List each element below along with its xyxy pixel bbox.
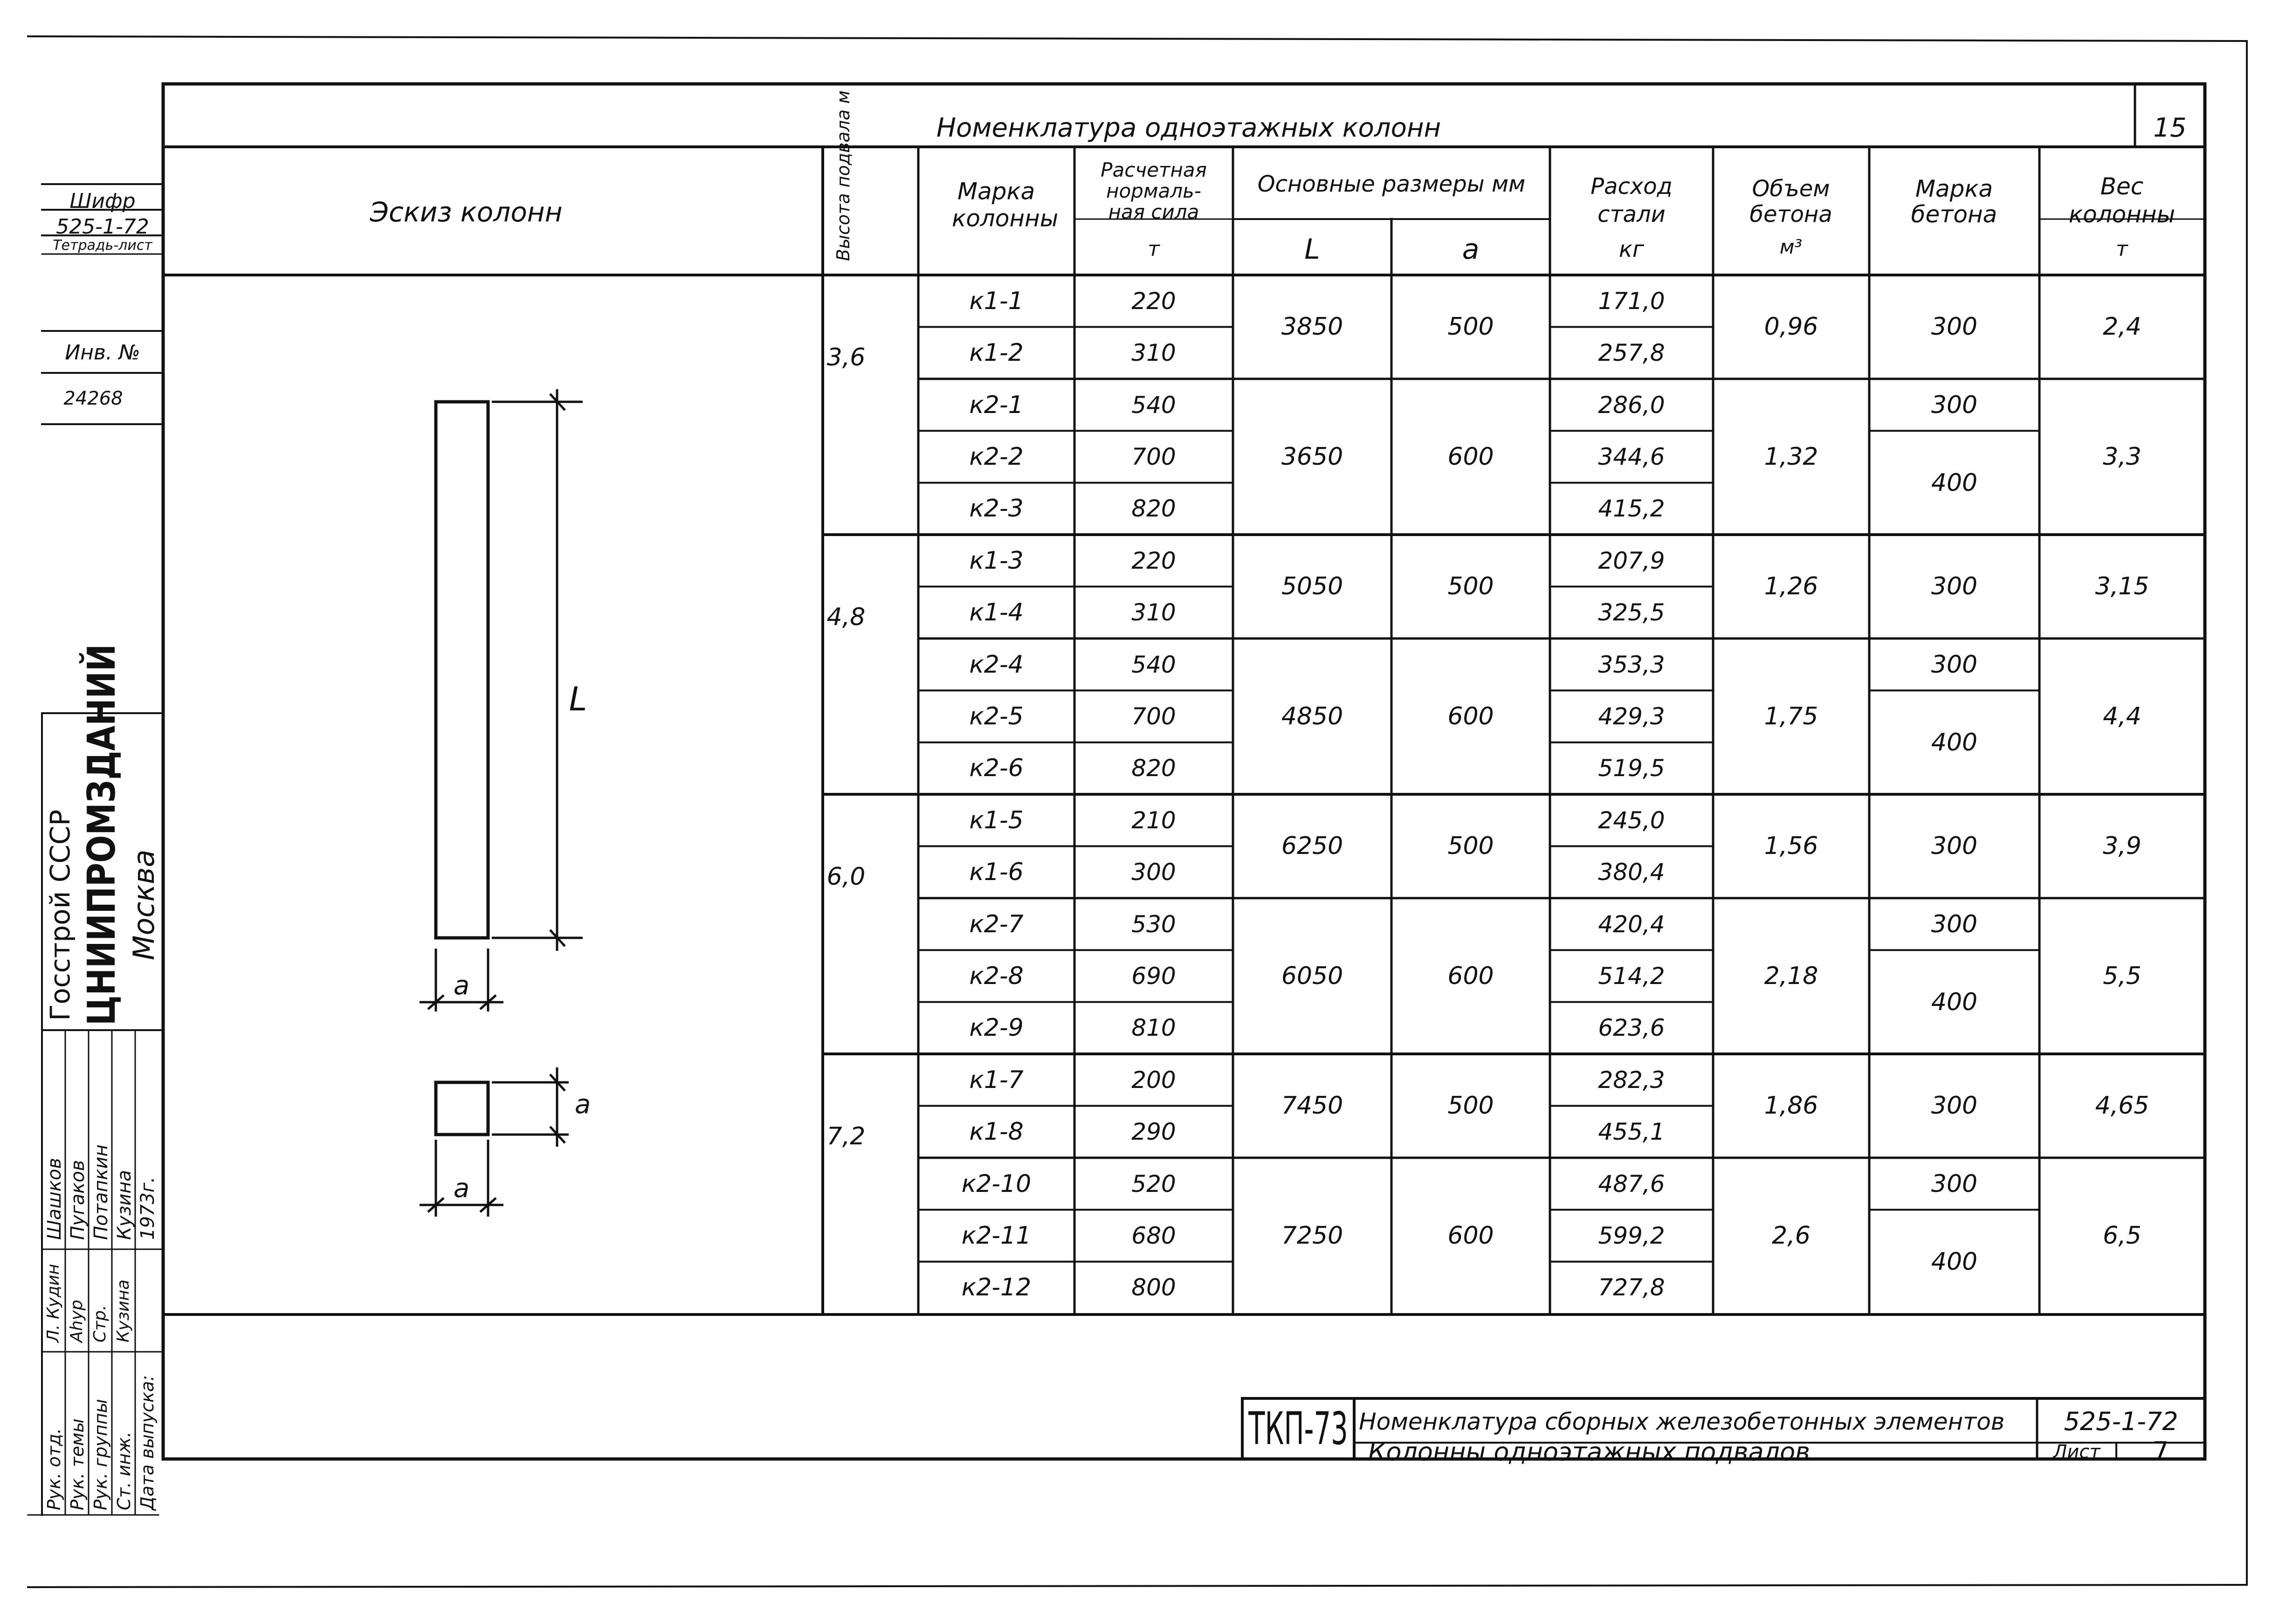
table-cell-concrete: 300 [1931, 391, 1978, 419]
signature-role: Рук. темы [67, 1418, 88, 1510]
header-steel-3: кг [1618, 236, 1645, 262]
table-cell-steel: 245,0 [1598, 806, 1665, 834]
table-cell-length: 3850 [1281, 313, 1343, 341]
table-cell-mark: к2-11 [961, 1221, 1032, 1250]
table-cell-force: 540 [1131, 651, 1176, 678]
table-cell-section: 500 [1447, 832, 1494, 860]
header-weight-2: колонны [2068, 201, 2176, 228]
tetrad-label: Тетрадь-лист [53, 237, 152, 254]
table-cell-mark: к2-6 [969, 754, 1024, 783]
table-cell-steel: 286,0 [1598, 391, 1665, 419]
column-section-sketch [420, 1067, 569, 1217]
header-force-1: Расчетная [1101, 158, 1207, 181]
table-cell-force: 220 [1131, 287, 1176, 315]
table-cell-concrete: 300 [1931, 910, 1978, 938]
signature-name: Потапкин [90, 1144, 112, 1240]
table-cell-steel: 257,8 [1598, 339, 1665, 367]
sketch-label-a-elevation: a [453, 970, 470, 1001]
header-steel-2: стали [1597, 201, 1666, 227]
table-cell-steel: 514,2 [1598, 962, 1665, 990]
table-cell-force: 680 [1131, 1222, 1176, 1249]
table-cell-force: 540 [1131, 391, 1176, 419]
signature-handwriting: Ahyp [67, 1300, 86, 1342]
signature-name: 1973г. [137, 1177, 158, 1240]
table-cell-concrete: 300 [1931, 832, 1978, 860]
sketch-label-a-section-bottom: a [453, 1173, 470, 1204]
table-cell-section: 600 [1447, 1221, 1494, 1250]
table-cell-weight: 5,5 [2103, 962, 2141, 990]
table-cell-concrete: 300 [1931, 1170, 1978, 1198]
table-cell-steel: 353,3 [1598, 651, 1665, 678]
header-dimensions: Основные размеры мм [1257, 171, 1526, 197]
table-cell-concrete: 400 [1931, 468, 1978, 497]
header-volume-1: Объем [1752, 176, 1830, 202]
table-cell-force: 690 [1131, 962, 1176, 990]
table-cell-force: 520 [1131, 1170, 1176, 1197]
signature-name: Кузина [114, 1170, 135, 1240]
table-cell-length: 5050 [1281, 572, 1343, 601]
sheet-number: 15 [2153, 113, 2187, 143]
table-cell-concrete: 400 [1931, 1247, 1978, 1276]
sketch-label-a-section-side: a [574, 1089, 591, 1120]
stamp-line1: Номенклатура сборных железобетонных элементов [1359, 1408, 2005, 1435]
table-cell-section: 500 [1447, 1092, 1494, 1120]
table-cell-weight: 4,65 [2095, 1092, 2149, 1120]
table-cell-force: 800 [1131, 1274, 1176, 1301]
table-cell-force: 300 [1131, 859, 1176, 886]
signature-handwriting: Стр. [90, 1305, 110, 1342]
table-cell-length: 4850 [1281, 702, 1343, 730]
table-cell-steel: 727,8 [1598, 1274, 1665, 1301]
stamp-series-code: ТКП-73 [1248, 1403, 1348, 1455]
table-cell-steel: 380,4 [1598, 859, 1665, 886]
table-cell-mark: к2-4 [969, 650, 1024, 679]
table-cell-mark: к2-1 [969, 391, 1024, 419]
table-cell-volume: 0,96 [1764, 313, 1818, 341]
table-cell-mark: к2-2 [969, 442, 1024, 471]
header-weight-3: т [2116, 237, 2128, 261]
signature-role: Рук. группы [90, 1399, 111, 1510]
table-cell-mark: к1-1 [969, 287, 1024, 315]
header-volume-3: м³ [1779, 235, 1803, 258]
table-cell-steel: 282,3 [1598, 1066, 1665, 1094]
signature-role: Рук. отд. [44, 1428, 64, 1510]
table-cell-steel: 325,5 [1598, 599, 1665, 626]
table-cell-mark: к1-5 [969, 806, 1024, 834]
org-name: ЦНИИПРОМЗДАНИЙ [80, 644, 124, 1025]
table-cell-mark: к2-3 [969, 495, 1024, 523]
column-elevation-sketch [420, 389, 583, 1012]
table-cell-steel: 207,9 [1598, 547, 1665, 574]
table-cell-volume: 1,86 [1764, 1092, 1818, 1120]
table-cell-steel: 420,4 [1598, 910, 1665, 938]
table-cell-concrete: 400 [1931, 988, 1978, 1016]
table-cell-concrete: 300 [1931, 313, 1978, 341]
table-cell-section: 600 [1447, 962, 1494, 990]
inv-value: 24268 [63, 388, 123, 409]
header-a: a [1462, 233, 1480, 266]
table-cell-height: 4,8 [826, 603, 866, 632]
table-cell-length: 3650 [1281, 442, 1343, 471]
table-cell-force: 820 [1131, 755, 1176, 782]
table-cell-mark: к2-12 [961, 1273, 1032, 1302]
table-cell-concrete: 400 [1931, 728, 1978, 757]
table-cell-length: 6050 [1281, 962, 1343, 990]
table-cell-mark: к1-7 [969, 1066, 1024, 1094]
header-L: L [1304, 233, 1320, 266]
table-cell-concrete: 300 [1931, 1092, 1978, 1120]
table-cell-force: 530 [1131, 910, 1176, 938]
table-cell-concrete: 300 [1931, 572, 1978, 601]
table-cell-section: 600 [1447, 702, 1494, 730]
table-cell-mark: к2-10 [961, 1170, 1032, 1198]
header-steel-1: Расход [1590, 173, 1673, 200]
org-city: Москва [127, 849, 161, 960]
table-cell-volume: 2,18 [1764, 962, 1818, 990]
table-cell-volume: 1,32 [1764, 442, 1818, 471]
org-gosstroy: Госстрой СССР [44, 809, 76, 1021]
table-cell-force: 700 [1131, 443, 1176, 470]
table-cell-length: 7450 [1281, 1092, 1343, 1120]
table-cell-steel: 599,2 [1598, 1222, 1665, 1249]
signature-role: Дата выпуска: [137, 1375, 158, 1510]
table-cell-steel: 455,1 [1598, 1118, 1665, 1146]
table-cell-section: 500 [1447, 572, 1494, 601]
signature-role: Ст. инж. [114, 1431, 134, 1510]
table-cell-steel: 429,3 [1598, 702, 1665, 730]
header-height: Высота подвала м [833, 90, 854, 261]
table-cell-steel: 487,6 [1598, 1170, 1665, 1197]
sketch-label-L: L [569, 680, 587, 718]
table-cell-force: 290 [1131, 1118, 1176, 1146]
table-cell-force: 220 [1131, 547, 1176, 574]
table-title: Номенклатура одноэтажных колонн [936, 113, 1441, 143]
table-cell-mark: к2-7 [969, 910, 1024, 938]
table-cell-mark: к1-8 [969, 1118, 1024, 1146]
signature-name: Шашков [44, 1157, 65, 1240]
table-cell-length: 7250 [1281, 1221, 1343, 1250]
header-weight-1: Вес [2100, 173, 2144, 200]
table-cell-mark: к1-3 [969, 546, 1024, 575]
shifr-value: 525-1-72 [56, 215, 149, 239]
table-cell-force: 700 [1131, 702, 1176, 730]
table-cell-steel: 415,2 [1598, 495, 1665, 523]
table-cell-mark: к1-2 [969, 339, 1024, 367]
header-mark: Марка колонны [952, 178, 1059, 232]
table-cell-force: 310 [1131, 599, 1176, 626]
table-cell-height: 3,6 [826, 344, 866, 372]
table-cell-weight: 4,4 [2103, 702, 2141, 730]
stamp-sheet-label: Лист [2053, 1441, 2100, 1463]
table-cell-concrete: 300 [1931, 650, 1978, 679]
header-force-2: нормаль- [1106, 179, 1201, 202]
signature-handwriting: Л. Кудин [44, 1264, 63, 1342]
table-cell-height: 6,0 [826, 863, 866, 891]
stamp-line2: Колонны одноэтажных подвалов [1368, 1437, 1810, 1466]
table-cell-force: 210 [1131, 806, 1176, 834]
stamp-doc-number: 525-1-72 [2064, 1407, 2178, 1436]
table-cell-volume: 1,75 [1764, 702, 1818, 730]
table-cell-force: 810 [1131, 1014, 1176, 1042]
header-force-3: ная сила [1108, 200, 1199, 223]
inv-label: Инв. № [65, 341, 140, 365]
table-cell-volume: 2,6 [1772, 1221, 1811, 1250]
table-cell-weight: 3,15 [2095, 572, 2149, 601]
table-cell-weight: 6,5 [2103, 1221, 2141, 1250]
table-cell-steel: 623,6 [1598, 1014, 1665, 1042]
table-cell-weight: 3,3 [2103, 442, 2141, 471]
table-cell-height: 7,2 [826, 1122, 866, 1151]
table-cell-weight: 2,4 [2103, 313, 2141, 341]
shifr-label: Шифр [69, 189, 136, 213]
table-cell-weight: 3,9 [2103, 832, 2141, 860]
table-cell-mark: к2-5 [969, 702, 1024, 730]
header-volume-2: бетона [1749, 201, 1832, 227]
table-cell-section: 500 [1447, 313, 1494, 341]
table-cell-mark: к2-9 [969, 1014, 1024, 1042]
table-cell-steel: 519,5 [1598, 755, 1665, 782]
table-cell-section: 600 [1447, 442, 1494, 471]
table-cell-force: 820 [1131, 495, 1176, 523]
table-cell-mark: к2-8 [969, 962, 1024, 990]
table-cell-length: 6250 [1281, 832, 1343, 860]
header-sketch: Эскиз колонн [370, 196, 563, 228]
table-cell-volume: 1,56 [1764, 832, 1818, 860]
table-cell-volume: 1,26 [1764, 572, 1818, 601]
table-cell-steel: 171,0 [1598, 287, 1665, 315]
table-cell-steel: 344,6 [1598, 443, 1665, 470]
table-cell-mark: к1-4 [969, 599, 1024, 627]
signature-name: Пугаков [67, 1160, 89, 1240]
table-cell-force: 310 [1131, 339, 1176, 367]
header-concrete-2: бетона [1911, 201, 1997, 228]
header-concrete-1: Марка [1915, 175, 1993, 202]
stamp-sheet-value: 7 [2152, 1437, 2169, 1467]
table-cell-force: 200 [1131, 1066, 1176, 1094]
signature-handwriting: Кузина [114, 1280, 133, 1342]
header-force-4: т [1148, 237, 1160, 261]
table-cell-mark: к1-6 [969, 858, 1024, 887]
